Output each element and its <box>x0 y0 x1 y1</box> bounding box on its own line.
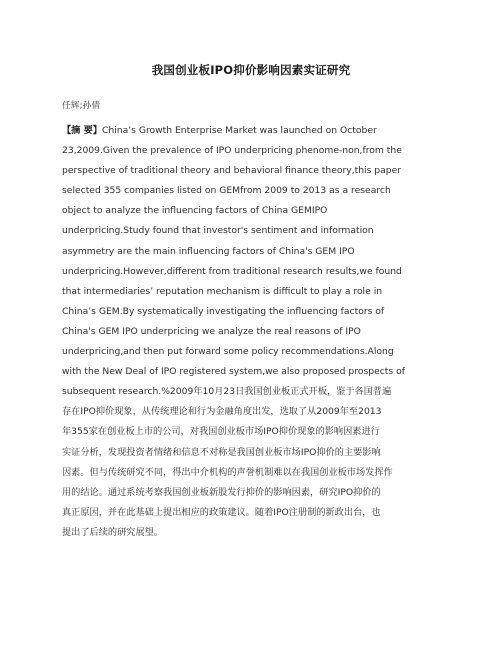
abstract-line: asymmetry are the main influencing factors of China's GEM IPO <box>62 245 355 257</box>
abstract-line: selected 355 companies listed on GEMfrom 2009 to 2013 as a research <box>62 185 391 197</box>
abstract-label: 【摘 要】 <box>62 125 102 136</box>
abstract-line: 因素。但与传统研究不同，得出中介机构的声誉机制难以在我国创业板市场发挥作 <box>62 466 393 478</box>
abstract-line: 真正原因，并在此基础上提出相应的政策建议。随着IPO注册制的新政出台，也 <box>62 506 381 518</box>
abstract-line: 年355家在创业板上市的公司，对我国创业板市场IPO抑价现象的影响因素进行 <box>62 426 380 438</box>
abstract-text: China’s Growth Enterprise Market was launched on October <box>101 125 377 136</box>
abstract-line: China’s GEM.By systematically investigating the influencing factors of <box>62 305 385 317</box>
abstract-line: underpricing.However,different from traditional research results,we found <box>62 265 402 277</box>
abstract-line: 实证分析，发现投资者情绪和信息不对称是我国创业板市场IPO抑价的主要影响 <box>62 446 381 458</box>
abstract-line <box>62 121 442 141</box>
abstract-line: underpricing.Study found that investor's sentiment and information <box>62 225 374 237</box>
abstract-line: object to analyze the influencing factors of China GEMIPO <box>62 205 328 217</box>
abstract-line: underpricing,and then put forward some policy recommendations.Along <box>62 346 394 358</box>
abstract-line: 存在IPO抑价现象，从传统理论和行为金融角度出发，选取了从2009年至2013 <box>62 406 382 418</box>
document-authors: 任辉;孙倩 <box>62 101 101 111</box>
abstract-line: 用的结论。通过系统考察我国创业板新股发行抑价的影响因素，研究IPO抑价的 <box>62 486 381 498</box>
abstract-line: 23,2009.Given the prevalence of IPO underpricing phenome-non,from the <box>62 145 402 157</box>
document-title: 我国创业板IPO抑价影响因素实证研究 <box>151 63 351 77</box>
abstract-line: that intermediaries’ reputation mechanism is difficult to play a role in <box>62 285 383 297</box>
abstract-line: with the New Deal of IPO registered system,we also proposed prospects of <box>62 366 405 378</box>
abstract <box>62 121 442 543</box>
abstract-line: perspective of traditional theory and behavioral finance theory,this paper <box>62 165 402 177</box>
abstract-line: subsequent research.%2009年10月23日我国创业板正式开板，鉴于各国普遍 <box>62 386 392 398</box>
abstract-line: 提出了后续的研究展望。 <box>62 526 164 538</box>
abstract-line: China's GEM IPO underpricing we analyze the real reasons of IPO <box>62 325 361 337</box>
